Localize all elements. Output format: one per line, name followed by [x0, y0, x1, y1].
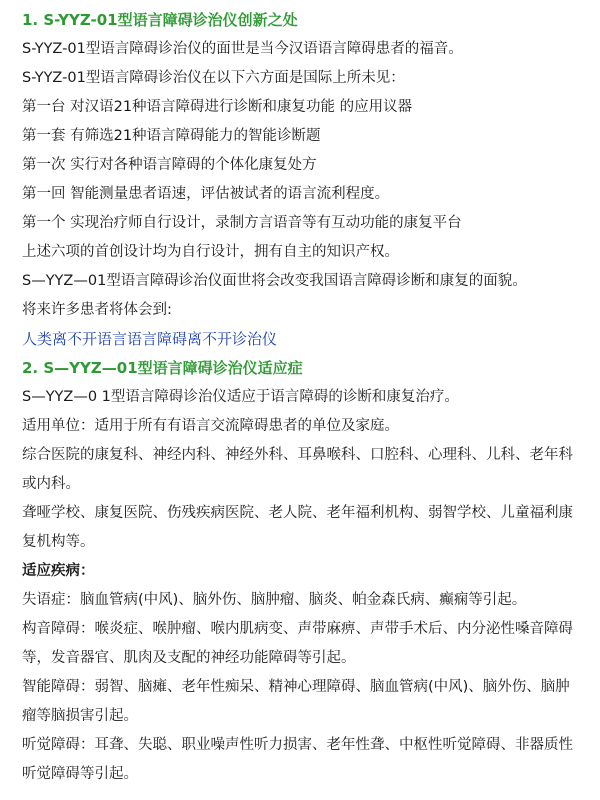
- paragraph-institutions: 聋哑学校、康复医院、伤残疾病医院、老人院、老年福利机构、弱智学校、儿童福利康复机构等。: [22, 505, 573, 550]
- diseases-title: 适应疾病：: [22, 563, 95, 579]
- paragraph-future: 将来许多患者将体会到:: [22, 302, 172, 318]
- paragraph-ip: 上述六项的首创设计均为自行设计，拥有自主的知识产权。: [22, 244, 399, 260]
- first-item-4: 第一回 智能测量患者语速，评估被试者的语言流利程度。: [22, 186, 390, 202]
- paragraph-aphasia: 失语症：脑血管病(中风)、脑外伤、脑肿瘤、脑炎、帕金森氏病、癫痫等引起。: [22, 592, 527, 608]
- paragraph-dysarthria: 构音障碍：喉炎症、喉肿瘤、喉内肌病变、声带麻痹、声带手术后、内分泌性嗓音障碍等，发音器官、肌肉及支配的神经功能障碍等引起。: [22, 621, 573, 666]
- paragraph-hospitals: 综合医院的康复科、神经内科、神经外科、耳鼻喉科、口腔科、心理科、儿科、老年科或内科。: [22, 447, 573, 492]
- paragraph-units: 适用单位：适用于所有有语言交流障碍患者的单位及家庭。: [22, 418, 399, 434]
- heading-indications: 2. S—YYZ—01型语言障碍诊治仪适应症: [22, 359, 303, 377]
- paragraph-intro: S-YYZ-01型语言障碍诊治仪的面世是当今汉语语言障碍患者的福音。: [22, 41, 463, 57]
- first-item-1: 第一台 对汉语21种语言障碍进行诊断和康复功能 的应用议器: [22, 99, 413, 115]
- heading-innovation: 1. S-YYZ-01型语言障碍诊治仪创新之处: [22, 11, 298, 29]
- paragraph-intellectual: 智能障碍：弱智、脑瘫、老年性痴呆、精神心理障碍、脑血管病(中风)、脑外伤、脑肿瘤等脑损害引起。: [22, 679, 570, 724]
- slogan: 人类离不开语言语言障碍离不开诊治仪: [22, 330, 278, 348]
- paragraph-change: S—YYZ—01型语言障碍诊治仪面世将会改变我国语言障碍诊断和康复的面貌。: [22, 273, 527, 289]
- first-item-2: 第一套 有筛选21种语言障碍能力的智能诊断题: [22, 128, 321, 144]
- paragraph-six-aspects: S-YYZ-01型语言障碍诊治仪在以下六方面是国际上所未见：: [22, 70, 405, 86]
- first-item-5: 第一个 实现治疗师自行设计，录制方言语音等有互动功能的康复平台: [22, 215, 462, 231]
- first-item-3: 第一次 实行对各种语言障碍的个体化康复处方: [22, 157, 317, 173]
- paragraph-hearing: 听觉障碍：耳聋、失聪、职业噪声性听力损害、老年性聋、中枢性听觉障碍、非器质性听觉障碍等引起。: [22, 737, 573, 782]
- paragraph-applies: S—YYZ—0 1型语言障碍诊治仪适应于语言障碍的诊断和康复治疗。: [22, 389, 459, 405]
